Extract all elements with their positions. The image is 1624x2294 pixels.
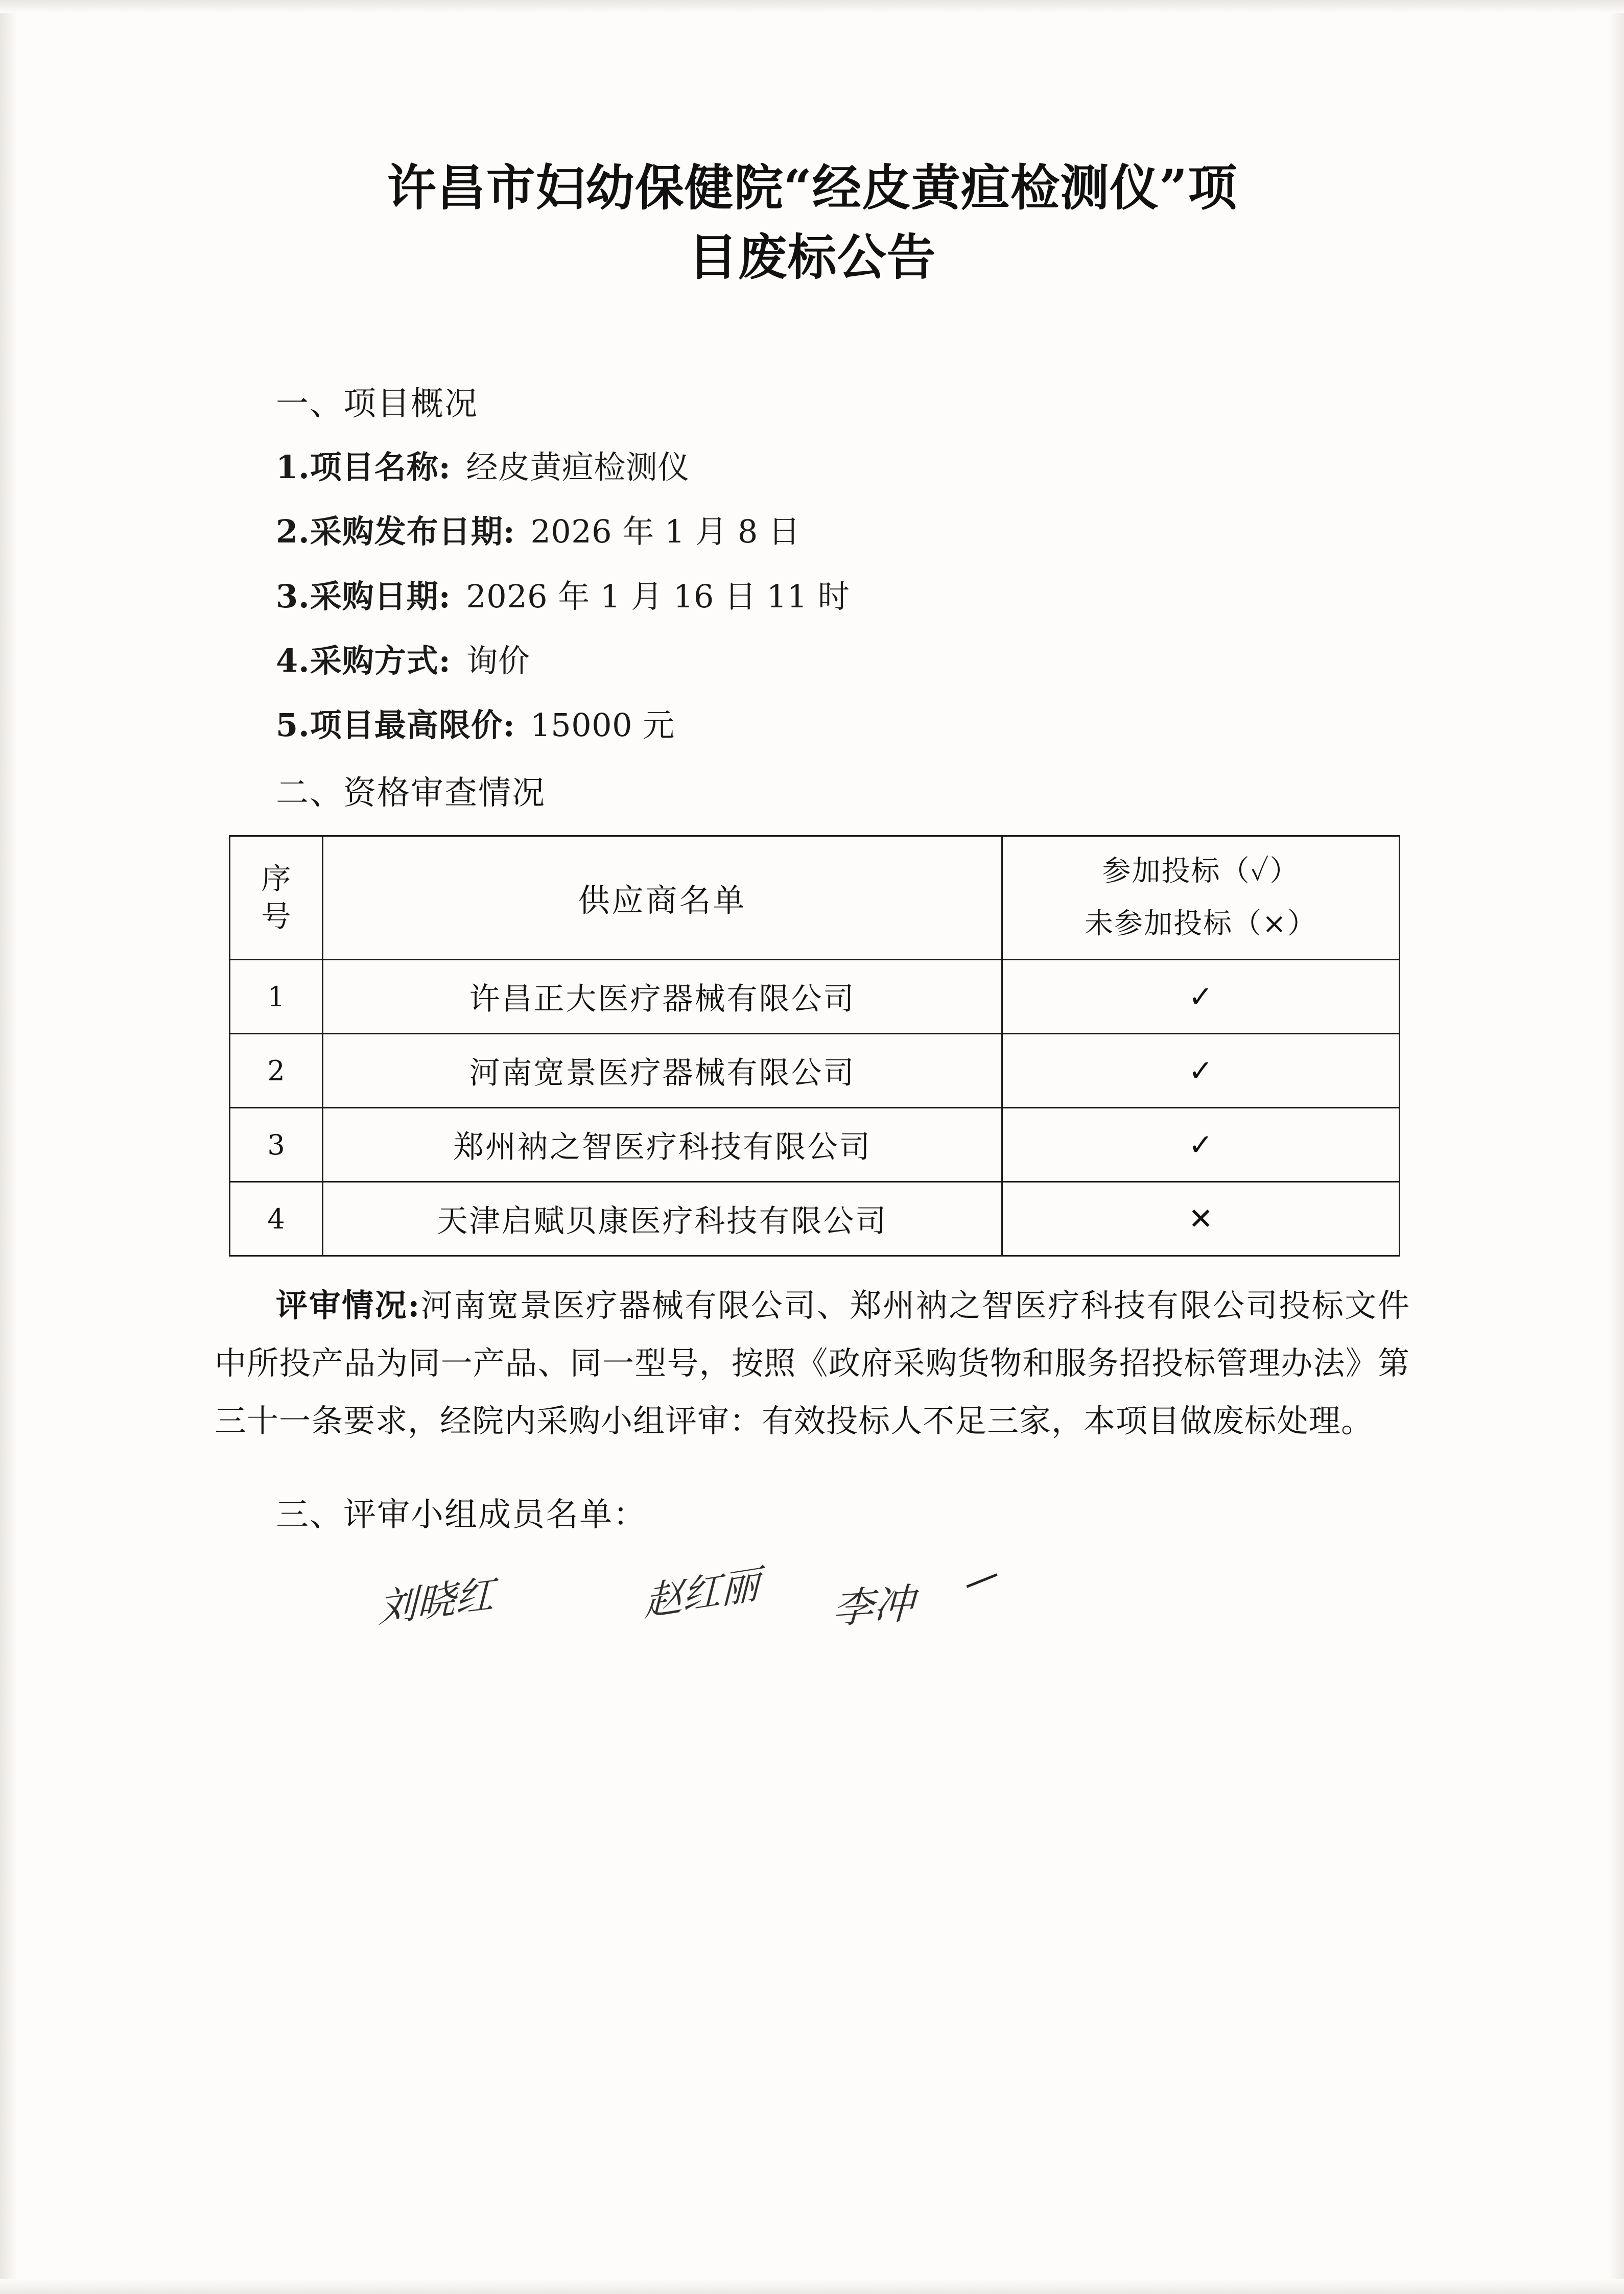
- page-edge-bottom: [0, 2279, 1624, 2294]
- table-header-mark-line-1: 参加投标（✓）: [1102, 854, 1300, 888]
- signature-1: 刘晓红: [378, 1571, 495, 1631]
- table-cell-index: 3: [230, 1108, 323, 1182]
- table-header-mark-line-2: 未参加投标（×）: [1085, 907, 1317, 941]
- table-cell-index: 4: [230, 1182, 323, 1256]
- table-row: [230, 960, 1400, 1034]
- table-row: [230, 1034, 1400, 1108]
- field-purchase-method-label: 4.采购方式:: [276, 642, 451, 679]
- table-row: [230, 1108, 1400, 1182]
- field-max-price-value: 15000 元: [530, 706, 675, 744]
- table-header-index-line-1: 序: [261, 861, 291, 896]
- table-cell-supplier: 郑州衲之智医疗科技有限公司: [323, 1108, 1002, 1182]
- table-cell-supplier: 河南宽景医疗器械有限公司: [323, 1034, 1002, 1108]
- field-purchase-date-value: 2026 年 1 月 16 日 11 时: [466, 577, 850, 615]
- table-cell-supplier: 许昌正大医疗器械有限公司: [323, 960, 1002, 1034]
- table-header-index-line-2: 号: [261, 899, 291, 934]
- signature-area: [358, 1550, 1410, 1672]
- page-title-line-1: 许昌市妇幼保健院“经皮黄疸检测仪”项: [387, 159, 1238, 217]
- table-header-supplier: 供应商名单: [323, 836, 1002, 959]
- table-cell-index: 2: [230, 1034, 323, 1108]
- table-header-row: [230, 836, 1400, 959]
- field-max-price: [276, 700, 1410, 751]
- field-purchase-date-label: 3.采购日期:: [276, 577, 451, 615]
- page-title-line-2: 目废标公告: [688, 228, 936, 287]
- table-cell-mark: ✓: [1002, 1108, 1400, 1182]
- page-edge-right: [1609, 0, 1624, 2294]
- page-edge-left: [0, 0, 17, 2294]
- table-header-mark: [1002, 836, 1400, 959]
- document-content: [215, 153, 1410, 1672]
- table-row: [230, 1182, 1400, 1256]
- section-heading-review-committee: 三、评审小组成员名单：: [276, 1496, 647, 1534]
- field-max-price-label: 5.项目最高限价:: [276, 706, 515, 744]
- supplier-table: [229, 835, 1400, 1257]
- field-purchase-method-value: 询价: [466, 642, 530, 679]
- page-edge-top: [0, 0, 1624, 13]
- table-cell-mark: ✕: [1002, 1182, 1400, 1256]
- field-publish-date-value: 2026 年 1 月 8 日: [530, 513, 801, 551]
- field-publish-date-label: 2.采购发布日期:: [276, 513, 515, 551]
- signature-stroke: [966, 1574, 997, 1589]
- review-paragraph-body: 河南宽景医疗器械有限公司、郑州衲之智医疗科技有限公司投标文件中所投产品为同一产品、同一型号，按照《政府采购货物和服务招投标管理办法》第三十一条要求，经院内采购小组评审：有效投标人不足三家，本项目做废标处理。: [215, 1287, 1410, 1439]
- table-cell-mark: ✓: [1002, 1034, 1400, 1108]
- signature-2: 赵红丽: [644, 1561, 760, 1626]
- field-project-name: [276, 442, 1410, 493]
- field-purchase-date: [276, 571, 1410, 622]
- review-paragraph: [215, 1277, 1410, 1450]
- table-cell-mark: ✓: [1002, 960, 1400, 1034]
- table-header-index: [230, 836, 323, 959]
- review-paragraph-lead: 评审情况:: [276, 1287, 420, 1324]
- table-cell-supplier: 天津启赋贝康医疗科技有限公司: [323, 1182, 1002, 1256]
- page-title: [215, 153, 1410, 293]
- section-heading-qualification-review: 二、资格审查情况: [276, 774, 546, 812]
- field-project-name-label: 1.项目名称:: [276, 448, 451, 486]
- signature-3: 李冲: [832, 1579, 915, 1634]
- table-cell-index: 1: [230, 960, 323, 1034]
- section-heading-project-overview: 一、项目概况: [276, 385, 478, 423]
- field-purchase-method: [276, 635, 1410, 687]
- field-publish-date: [276, 506, 1410, 557]
- field-project-name-value: 经皮黄疸检测仪: [466, 448, 690, 486]
